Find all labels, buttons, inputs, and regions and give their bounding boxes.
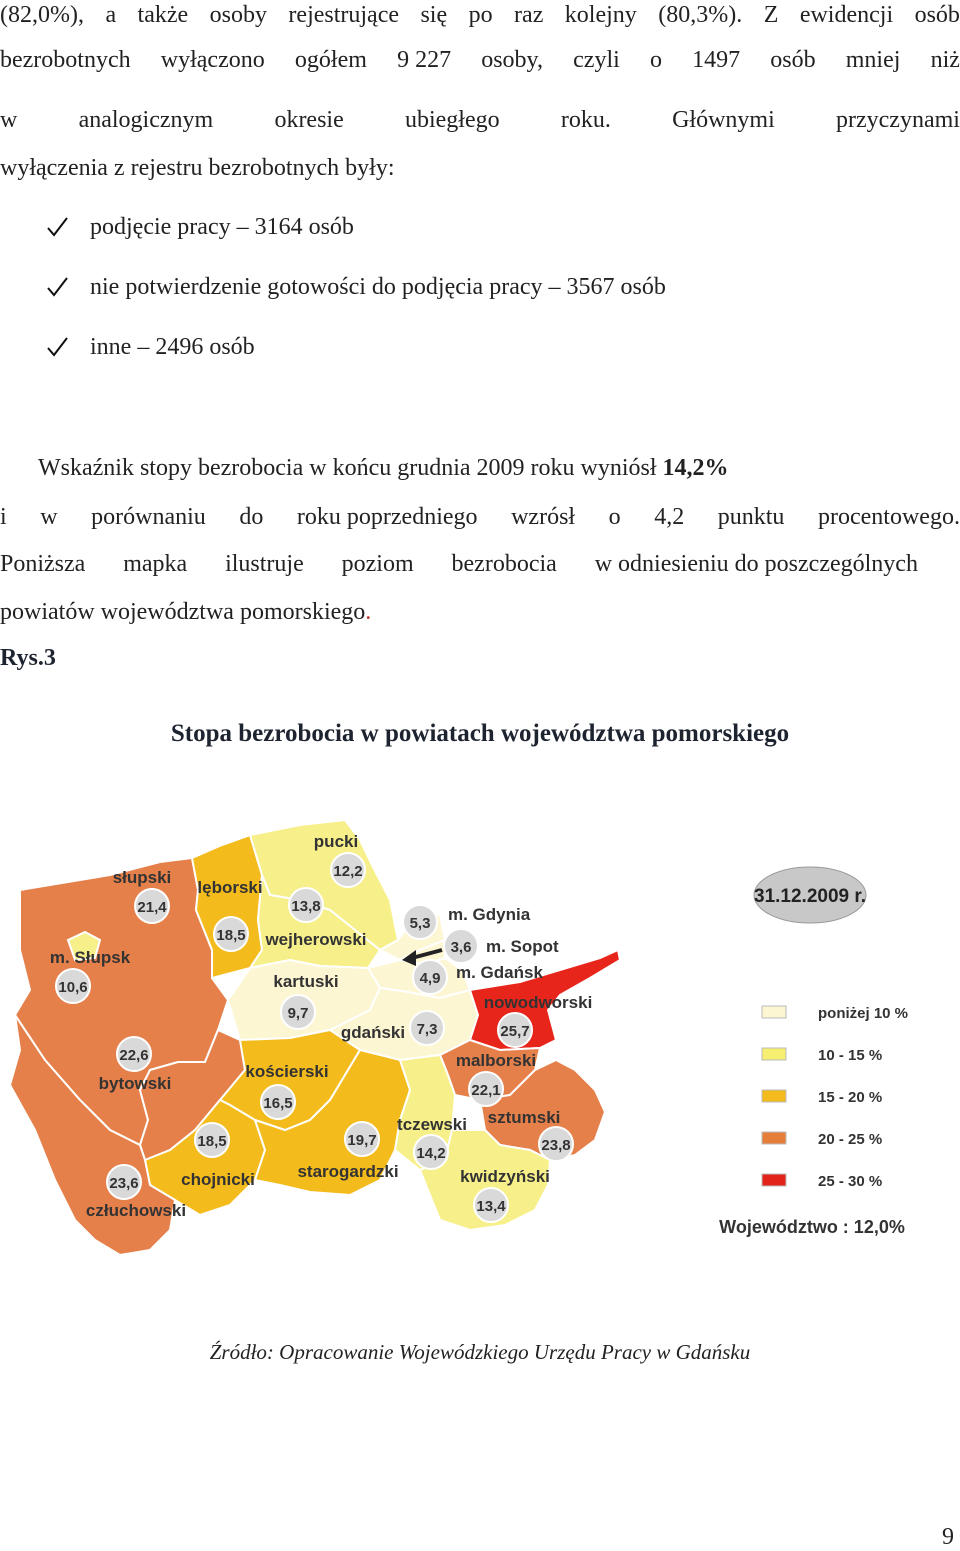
region-label: m. Gdynia: [448, 905, 531, 924]
paragraph2-line4-dot: .: [365, 599, 372, 625]
unemployment-map: [0, 800, 960, 1270]
word: bezrobotnych: [0, 47, 131, 73]
paragraph2-line3: [0, 549, 918, 579]
region-value: 22,1: [471, 1082, 501, 1099]
word: niż: [930, 47, 960, 73]
word: kolejny: [564, 2, 637, 28]
word: 9 227: [397, 47, 452, 73]
region-value: 14,2: [416, 1145, 446, 1162]
region-value: 10,6: [58, 979, 88, 996]
legend-swatch: [762, 1090, 786, 1102]
region-value: 18,5: [197, 1133, 227, 1150]
word: (80,3%).: [658, 2, 743, 28]
word: wyłączono: [160, 47, 265, 73]
region-label: malborski: [455, 1051, 537, 1070]
region-label: starogardzki: [297, 1162, 399, 1181]
word: poziom: [341, 551, 414, 577]
word: Głównymi: [672, 107, 775, 133]
word: analogicznym: [78, 107, 214, 133]
legend-swatch: [762, 1174, 786, 1186]
paragraph2-line1-text: Wskaźnik stopy bezrobocia w końcu grudnia 2009 roku wyniósł: [38, 455, 663, 481]
region-label: m. Sopot: [486, 937, 559, 956]
word: punktu: [717, 504, 785, 530]
region-value: 19,7: [347, 1132, 377, 1149]
region-value: 9,7: [287, 1005, 309, 1022]
word: 1497: [692, 47, 741, 73]
word: porównaniu: [91, 504, 206, 530]
paragraph1-line2: [0, 45, 960, 75]
word: 4,2: [654, 504, 685, 530]
word: osób: [770, 47, 816, 73]
word: roku.: [560, 107, 611, 133]
region-label: chojnicki: [181, 1170, 255, 1189]
figure-title: Stopa bezrobocia w powiatach województwa pomorskiego: [170, 720, 790, 747]
region-label: wejherowski: [265, 930, 367, 949]
word: także: [137, 2, 189, 28]
word: ilustruje: [225, 551, 304, 577]
word: mniej: [845, 47, 901, 73]
figure-label: Rys.3: [0, 645, 56, 671]
region-value: 4,9: [419, 970, 441, 987]
region-value: 25,7: [500, 1023, 530, 1040]
word: się: [420, 2, 448, 28]
word: osoby,: [481, 47, 543, 73]
word: wzrósł: [511, 504, 576, 530]
region-label: m. Słupsk: [49, 948, 131, 967]
word: i: [0, 504, 7, 530]
bullet-text: inne – 2496 osób: [90, 334, 255, 360]
region-label: m. Gdańsk: [456, 963, 543, 982]
paragraph1-line1: [0, 0, 960, 30]
word: ogółem: [294, 47, 367, 73]
region-label: nowodworski: [483, 993, 593, 1012]
word: ubiegłego: [404, 107, 500, 133]
legend-label: 15 - 20 %: [818, 1089, 883, 1106]
region-label: słupski: [112, 868, 172, 887]
region-value: 13,8: [291, 898, 321, 915]
region-value: 13,4: [476, 1198, 506, 1215]
word: o: [608, 504, 621, 530]
region-value: 12,2: [333, 863, 363, 880]
word: a: [105, 2, 117, 28]
bullet-text: podjęcie pracy – 3164 osób: [90, 214, 354, 240]
unemployment-rate-value: 14,2%: [662, 455, 729, 481]
page-number: 9: [942, 1524, 954, 1550]
region-label: kartuski: [273, 972, 339, 991]
legend-label: 25 - 30 %: [818, 1173, 883, 1190]
checkmark-icon: [44, 334, 70, 360]
region-label: kwidzyński: [460, 1167, 550, 1186]
word: po: [468, 2, 493, 28]
region-value: 7,3: [416, 1021, 438, 1038]
word: o: [649, 47, 662, 73]
voivodeship-total: Województwo : 12,0%: [719, 1217, 905, 1237]
word: bezrobocia: [451, 551, 557, 577]
region-value: 5,3: [409, 915, 431, 932]
region-value: 16,5: [263, 1095, 293, 1112]
source-note: Źródło: Opracowanie Wojewódzkiego Urzędu Pracy w Gdańsku: [209, 1340, 751, 1364]
date-badge-text: 31.12.2009 r.: [754, 886, 866, 907]
region-value: 22,6: [119, 1047, 149, 1064]
region-label: człuchowski: [85, 1201, 187, 1220]
word: mapka: [123, 551, 188, 577]
region-label: gdański: [340, 1023, 406, 1042]
region-label: kościerski: [245, 1062, 329, 1081]
legend-swatch: [762, 1006, 786, 1018]
legend-swatch: [762, 1048, 786, 1060]
paragraph1-line3: [0, 105, 960, 135]
region-value: 18,5: [216, 927, 246, 944]
word: ewidencji: [799, 2, 894, 28]
legend-label: poniżej 10 %: [818, 1005, 909, 1022]
checkmark-icon: [44, 274, 70, 300]
word: okresie: [274, 107, 344, 133]
checkmark-icon: [44, 214, 70, 240]
word: Poniższa: [0, 551, 86, 577]
paragraph2-line4: [0, 597, 960, 627]
word: procentowego.: [818, 504, 960, 530]
word: raz: [514, 2, 544, 28]
paragraph2-line1: [38, 453, 938, 483]
word: przyczynami: [836, 107, 960, 133]
word: rejestrujące: [288, 2, 400, 28]
paragraph1-line4: wyłączenia z rejestru bezrobotnych były:: [0, 155, 395, 181]
paragraph2-line2: [0, 502, 960, 532]
bullet-text: nie potwierdzenie gotowości do podjęcia pracy – 3567 osób: [90, 274, 666, 300]
legend-swatch: [762, 1132, 786, 1144]
word: do: [239, 504, 264, 530]
word: osób: [914, 2, 960, 28]
region-label: bytowski: [98, 1074, 172, 1093]
legend-label: 10 - 15 %: [818, 1047, 883, 1064]
legend-label: 20 - 25 %: [818, 1131, 883, 1148]
region-value: 21,4: [137, 899, 167, 916]
word: czyli: [573, 47, 620, 73]
word: w: [40, 504, 58, 530]
region-value: 23,8: [541, 1137, 571, 1154]
word: w: [0, 107, 18, 133]
word: osoby: [209, 2, 267, 28]
region-label: sztumski: [487, 1108, 561, 1127]
word: w odniesieniu do poszczególnych: [594, 551, 918, 577]
region-label: lęborski: [197, 878, 263, 897]
word: roku poprzedniego: [296, 504, 478, 530]
word: Z: [763, 2, 779, 28]
word: (82,0%),: [0, 2, 84, 28]
paragraph2-line4-text: powiatów województwa pomorskiego: [0, 599, 366, 625]
region-label: pucki: [313, 832, 359, 851]
region-label: tczewski: [397, 1115, 467, 1134]
region-value: 3,6: [450, 939, 472, 956]
region-value: 23,6: [109, 1175, 139, 1192]
